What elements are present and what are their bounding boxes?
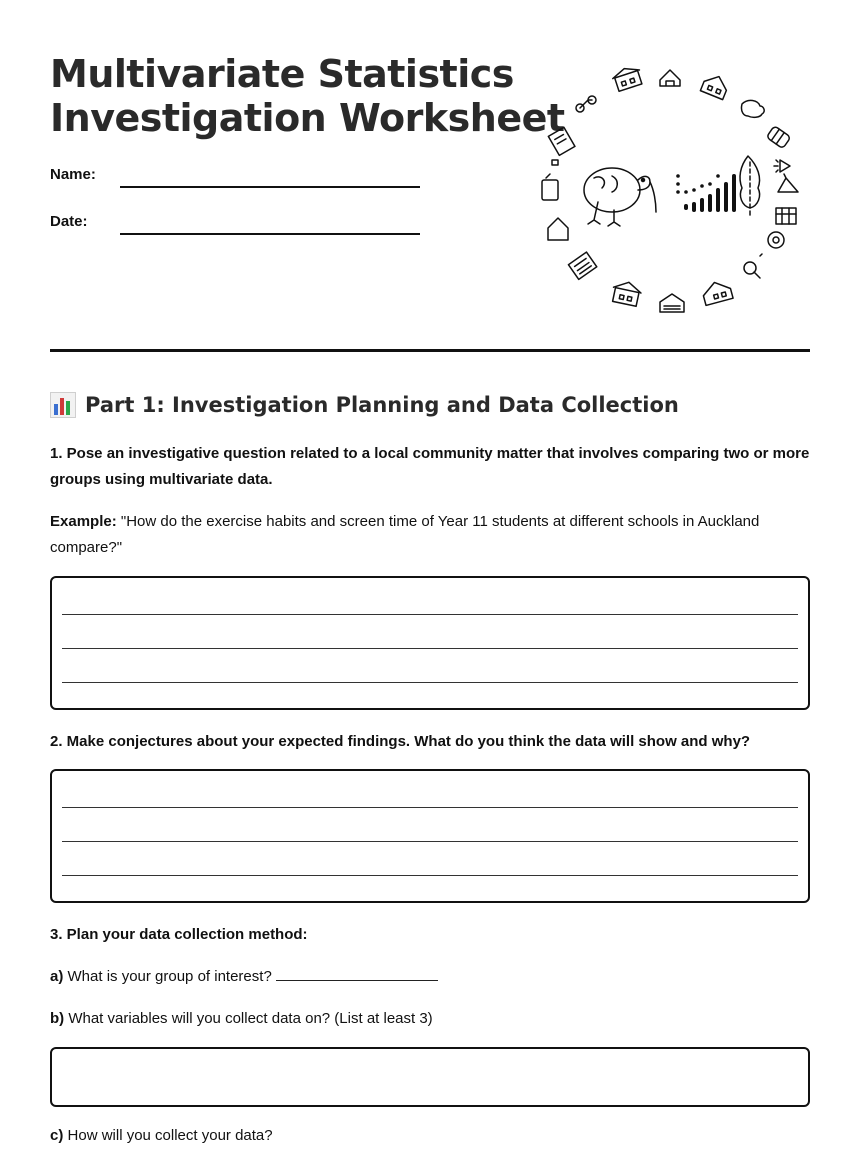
answer-line (62, 841, 798, 842)
question-3a (50, 964, 810, 990)
answer-line (62, 875, 798, 876)
kiwi-bird-and-bar-chart-ring-of-houses-icon (528, 56, 808, 318)
part1-heading (50, 388, 679, 422)
date-label: Date: (50, 213, 88, 230)
dog-icon (741, 100, 764, 117)
date-field[interactable] (120, 233, 420, 235)
question-3: 3. Plan your data collection method: (50, 926, 308, 943)
question-3b (50, 1006, 810, 1032)
example-label: Example: (50, 513, 117, 530)
title-line-1: Multivariate Statistics (50, 52, 514, 96)
calendar-icon (776, 208, 796, 224)
hanger-icon (778, 174, 798, 192)
group-of-interest-blank[interactable] (276, 966, 438, 981)
answer-line (62, 614, 798, 615)
bar-chart-icon (50, 392, 76, 418)
name-field[interactable] (120, 186, 420, 188)
example-question: "How do the exercise habits and screen time of Year 11 students at different schools in Auckland compare?" (50, 513, 760, 556)
q3c-text: How will you collect your data? (67, 1127, 273, 1144)
bar-chart-graphic (676, 174, 736, 212)
house-outline-icon-left (548, 218, 568, 240)
q3b-label: b) (50, 1010, 65, 1027)
house-icon-bottom-right (701, 279, 733, 306)
bicycle-icon (576, 96, 596, 112)
answer-box-q2[interactable] (50, 769, 810, 903)
magnifier-icon (744, 254, 762, 278)
question-2: 2. Make conjectures about your expected findings. What do you think the data will show and why? (50, 733, 751, 750)
building-icon-left-bottom (568, 252, 596, 279)
title-line-2: Investigation Worksheet (50, 96, 565, 140)
answer-line (62, 648, 798, 649)
answer-box-q1[interactable] (50, 576, 810, 710)
question-3c (50, 1123, 810, 1149)
lamp-icon (774, 160, 790, 172)
phone-icon (542, 160, 558, 200)
q3a-text: What is your group of interest? (67, 968, 272, 985)
q3a-label: a) (50, 968, 64, 985)
header-divider (50, 349, 810, 352)
house-icon-bottom-left (611, 279, 643, 306)
kiwi-bird-icon (584, 168, 656, 226)
house-icon-top (660, 70, 680, 86)
tree-icon (740, 156, 760, 216)
q3b-text: What variables will you collect data on? (List at least 3) (68, 1010, 433, 1027)
answer-line (62, 807, 798, 808)
answer-line (62, 682, 798, 683)
part1-title: Part 1: Investigation Planning and Data Collection (85, 393, 679, 417)
house-icon-top-right (700, 72, 730, 100)
flower-icon (768, 232, 784, 248)
school-icon-bottom (660, 294, 684, 312)
question-1: 1. Pose an investigative question related to a local community matter that involves comparing two or more groups using multivariate data. (50, 445, 810, 488)
q3c-label: c) (50, 1127, 64, 1144)
example-text (50, 509, 810, 561)
book-icon (548, 127, 575, 155)
bread-icon (766, 126, 790, 149)
name-label: Name: (50, 166, 96, 183)
page-title (50, 52, 565, 140)
house-icon-top-left (611, 64, 644, 92)
answer-box-q3b[interactable] (50, 1047, 810, 1107)
